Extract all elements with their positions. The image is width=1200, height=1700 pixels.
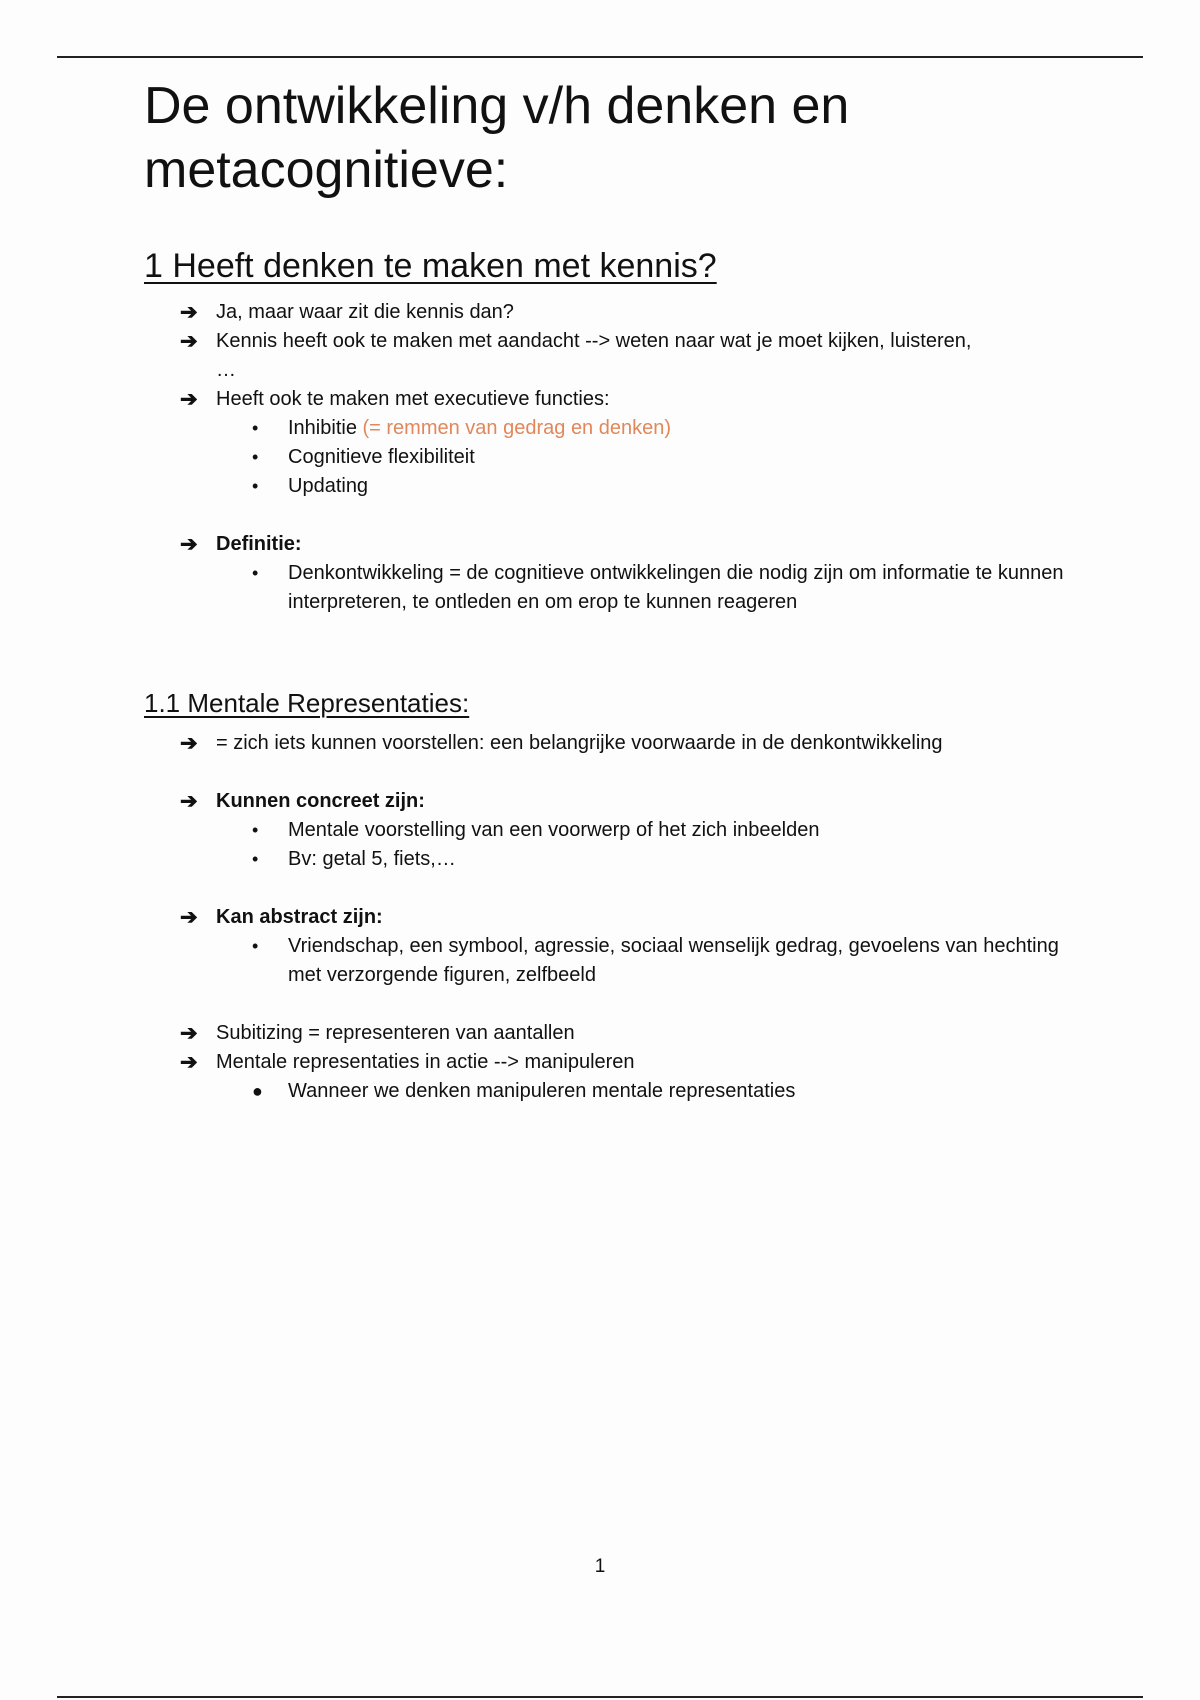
section-heading-1: 1 Heeft denken te maken met kennis? [144,247,717,285]
top-rule [57,56,1143,58]
sub-list-item: • Vriendschap, een symbool, agressie, sociaal wenselijk gedrag, gevoelens van hechting met verzorgende figuren, zelfbeeld [144,932,1064,990]
section-heading-1-1: 1.1 Mentale Representaties: [144,688,470,718]
sub-list-item: • Denkontwikkeling = de cognitieve ontwikkelingen die nodig zijn om informatie te kunnen interpreteren, te ontleden en om erop te kunnen reageren [144,559,1064,617]
arrow-right-icon: ➔ [180,906,198,929]
page-title: De ontwikkeling v/h denken en metacognitieve: [144,77,850,199]
sub-list-item: • Updating [144,472,1064,501]
sub-list-item: • Bv: getal 5, fiets,… [144,845,1064,874]
document-body [144,74,1064,1106]
arrow-right-icon: ➔ [180,301,198,324]
arrow-right-icon: ➔ [180,790,198,813]
bullet-icon: • [252,936,259,956]
sub-list-item: • Inhibitie (= remmen van gedrag en denken) [144,414,1064,443]
arrow-right-icon: ➔ [180,388,198,411]
sub-list-item: • Mentale voorstelling van een voorwerp of het zich inbeelden [144,816,1064,845]
section-1-list [144,298,1064,617]
bullet-icon: • [252,849,259,869]
bullet-icon: • [252,820,259,840]
bottom-rule [57,1696,1143,1698]
list-item: ➔ Kan abstract zijn: [144,903,1064,932]
list-item-definition: ➔ Definitie: [144,530,1064,559]
list-item: ➔ = zich iets kunnen voorstellen: een belangrijke voorwaarde in de denkontwikkeling [144,729,1064,758]
arrow-right-icon: ➔ [180,1051,198,1074]
sub-list-item: ● Wanneer we denken manipuleren mentale representaties [144,1077,1064,1106]
list-item: ➔ Subitizing = representeren van aantallen [144,1019,1064,1048]
bullet-icon: • [252,563,259,583]
arrow-right-icon: ➔ [180,1022,198,1045]
bullet-icon: • [252,418,259,438]
list-item: ➔ Mentale representaties in actie --> manipuleren [144,1048,1064,1077]
list-item: ➔ Kennis heeft ook te maken met aandacht --> weten naar wat je moet kijken, luisteren, [144,327,1064,356]
sub-list-item: • Cognitieve flexibiliteit [144,443,1064,472]
section-2-list [144,729,1064,1106]
arrow-right-icon: ➔ [180,330,198,353]
bullet-icon: • [252,447,259,467]
arrow-right-icon: ➔ [180,732,198,755]
list-item-continuation: … [216,359,236,381]
list-item: ➔ Heeft ook te maken met executieve functies: [144,385,1064,414]
bullet-icon: ● [252,1081,263,1101]
arrow-right-icon: ➔ [180,533,198,556]
highlight-note: (= remmen van gedrag en denken) [362,417,672,439]
page-number: 1 [594,1556,606,1577]
list-item: ➔ Kunnen concreet zijn: [144,787,1064,816]
list-item: ➔ Ja, maar waar zit die kennis dan? [144,298,1064,327]
bullet-icon: • [252,476,259,496]
